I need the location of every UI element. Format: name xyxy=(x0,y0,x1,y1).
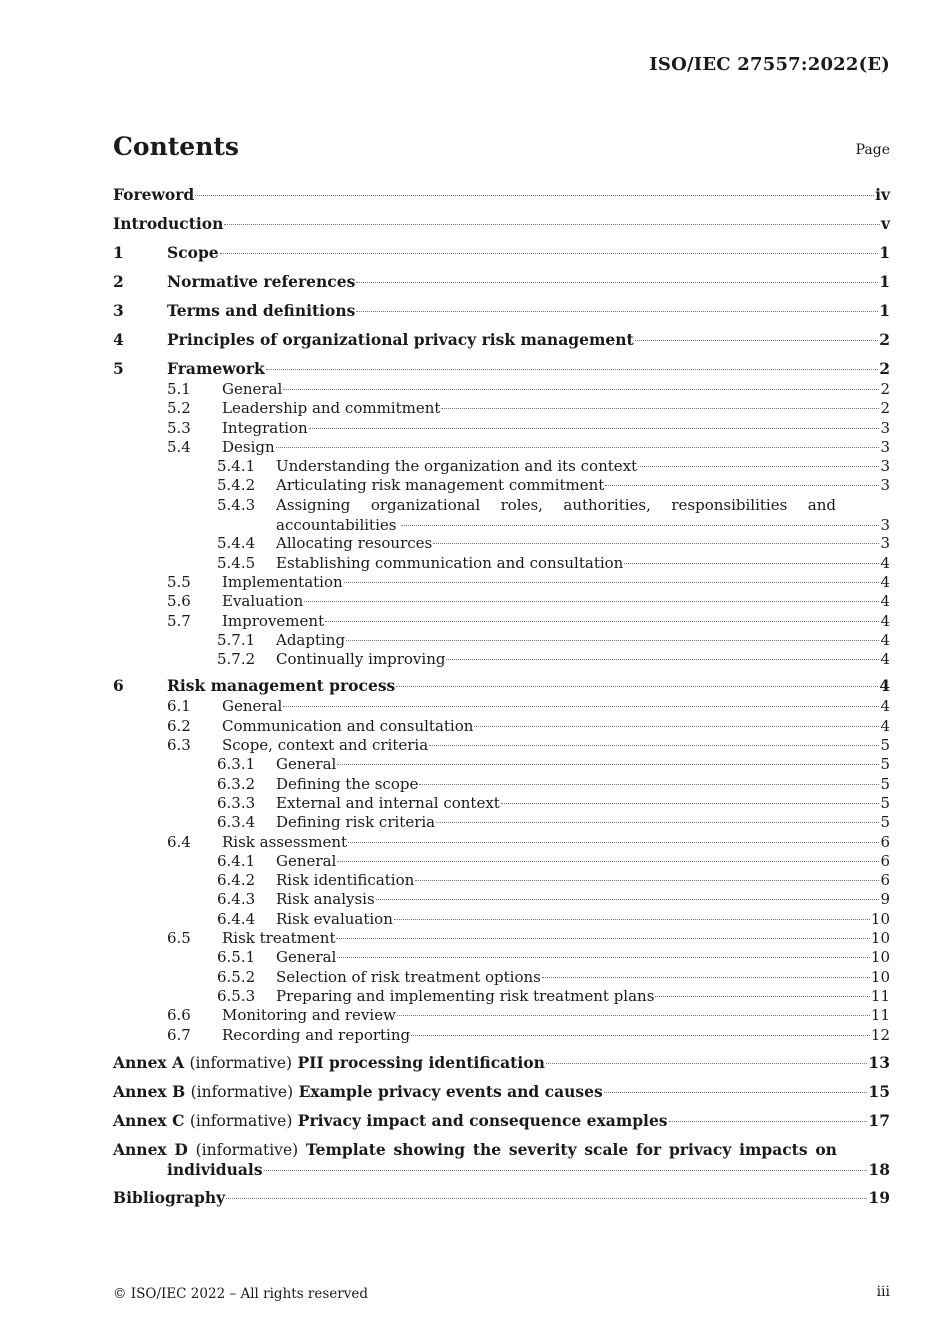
toc-entry-5-4[interactable] xyxy=(113,437,890,456)
toc-page: 2 xyxy=(880,380,890,398)
toc-page: 5 xyxy=(880,736,890,755)
word: roles, xyxy=(500,495,543,514)
leader-dots xyxy=(226,1198,867,1199)
leader-dots xyxy=(546,1063,868,1064)
toc-entry-annex-d[interactable] xyxy=(113,1140,890,1188)
toc-page: 6 xyxy=(880,851,890,870)
toc-page: 17 xyxy=(868,1110,890,1130)
toc-label: General xyxy=(276,948,337,967)
toc-label xyxy=(113,1053,545,1073)
toc-entry-6-4-4[interactable] xyxy=(113,909,890,928)
leader-dots xyxy=(376,899,880,900)
toc-label: Scope xyxy=(167,243,219,262)
toc-page: 5 xyxy=(880,774,890,793)
toc-page: 13 xyxy=(868,1052,890,1072)
toc-label: Bibliography xyxy=(113,1187,226,1207)
leader-dots xyxy=(309,428,880,429)
word: impacts xyxy=(739,1139,808,1159)
toc-entry-6[interactable] xyxy=(113,676,890,696)
footer-copyright: © ISO/IEC 2022 – All rights reserved xyxy=(113,1286,368,1302)
toc-label: General xyxy=(222,697,283,716)
toc-entry-6-3-4[interactable] xyxy=(113,812,890,831)
word: responsibilities xyxy=(671,495,788,514)
toc-number: 5.4.2 xyxy=(217,476,256,495)
annex-kind: (informative) xyxy=(189,1111,293,1130)
toc-label: Leadership and commitment xyxy=(222,399,441,418)
word: scale xyxy=(584,1139,629,1159)
leader-dots xyxy=(348,842,879,843)
toc-label: Risk evaluation xyxy=(276,909,393,928)
toc-label: Adapting xyxy=(276,630,346,649)
leader-dots xyxy=(264,1170,868,1171)
toc-page: 3 xyxy=(880,534,890,553)
annex-id: Annex C xyxy=(113,1110,185,1130)
annex-kind: (informative) xyxy=(190,1082,294,1101)
toc-number: 5.6 xyxy=(167,592,191,611)
toc-page: 1 xyxy=(879,301,890,320)
toc-page: 4 xyxy=(880,572,890,591)
toc-number: 3 xyxy=(113,301,124,320)
toc-number: 6.1 xyxy=(167,697,191,716)
toc-label: Understanding the organization and its context xyxy=(276,457,638,476)
leader-dots xyxy=(396,686,878,687)
toc-page: 3 xyxy=(880,476,890,495)
toc-page: 3 xyxy=(880,515,890,534)
toc-label: Foreword xyxy=(113,185,195,204)
toc-label: Risk assessment xyxy=(222,832,348,851)
toc-number: 5.7.2 xyxy=(217,650,256,669)
toc-entry-introduction[interactable] xyxy=(113,214,890,243)
toc-label: Risk management process xyxy=(167,676,396,696)
page-title: Contents xyxy=(113,132,240,161)
toc-label: Framework xyxy=(167,359,265,378)
toc-entry-bibliography[interactable] xyxy=(113,1188,890,1217)
toc-page: 12 xyxy=(870,1025,890,1044)
toc-label-line1 xyxy=(276,495,836,515)
leader-dots xyxy=(415,880,879,881)
toc-page: 15 xyxy=(868,1081,890,1101)
leader-dots xyxy=(624,563,879,564)
word: Template xyxy=(305,1139,386,1159)
leader-dots xyxy=(266,369,878,370)
document-id: ISO/IEC 27557:2022(E) xyxy=(649,54,890,75)
toc-number: 6.3.3 xyxy=(217,793,256,812)
toc-page: 1 xyxy=(879,243,890,262)
toc-number: 5.4.4 xyxy=(217,534,256,553)
toc-number: 6.5.1 xyxy=(217,948,256,967)
toc-label: Continually improving xyxy=(276,650,446,669)
toc-label: General xyxy=(222,380,283,398)
toc-label: Introduction xyxy=(113,214,224,233)
toc-number: 5.4 xyxy=(167,437,191,456)
leader-dots xyxy=(411,1035,870,1036)
toc-page: 10 xyxy=(870,909,890,928)
toc-page: 2 xyxy=(880,399,890,418)
leader-dots xyxy=(401,525,879,526)
leader-dots xyxy=(419,784,879,785)
toc-label: General xyxy=(276,851,337,870)
leader-dots xyxy=(220,253,879,254)
toc-label xyxy=(113,1111,668,1131)
toc-label: External and internal context xyxy=(276,793,500,812)
toc-page: 3 xyxy=(880,418,890,437)
toc-entry-6-5[interactable] xyxy=(113,928,890,947)
toc-entry-6-1[interactable] xyxy=(113,696,890,715)
toc-page: 4 xyxy=(880,697,890,716)
toc-entry-5-4-3[interactable] xyxy=(113,495,890,534)
toc-entry-5-4-5[interactable] xyxy=(113,553,890,572)
toc-entry-5-4-2[interactable] xyxy=(113,475,890,494)
leader-dots xyxy=(635,340,879,341)
leader-dots xyxy=(337,957,870,958)
toc-number: 6.2 xyxy=(167,716,191,735)
toc-number: 6 xyxy=(113,676,124,696)
toc-label: Implementation xyxy=(222,572,343,591)
word: showing xyxy=(393,1139,466,1159)
leader-dots xyxy=(433,543,879,544)
toc-label: Normative references xyxy=(167,272,356,291)
toc-entry-6-7[interactable] xyxy=(113,1025,890,1044)
toc-number: 6.3.4 xyxy=(217,813,256,832)
toc-entry-5-4-4[interactable] xyxy=(113,533,890,552)
toc-page: 4 xyxy=(880,553,890,572)
leader-dots xyxy=(669,1121,868,1122)
toc-page: 11 xyxy=(870,986,890,1005)
toc-entry-6-3-1[interactable] xyxy=(113,754,890,773)
toc-page: 19 xyxy=(868,1187,890,1207)
word: authorities, xyxy=(563,495,651,514)
toc-entry-5-7[interactable] xyxy=(113,611,890,630)
toc-page: 6 xyxy=(880,832,890,851)
toc-entry-4[interactable] xyxy=(113,330,890,359)
leader-dots xyxy=(436,822,879,823)
word: privacy xyxy=(668,1139,732,1159)
toc-number: 6.4.4 xyxy=(217,909,256,928)
toc-page: iv xyxy=(875,185,890,204)
toc-number: 6.7 xyxy=(167,1025,191,1044)
toc-number: 5.3 xyxy=(167,418,191,437)
toc-number: 6.3.1 xyxy=(217,755,256,774)
leader-dots xyxy=(441,408,879,409)
annex-id: Annex A xyxy=(113,1052,185,1072)
leader-dots xyxy=(604,1092,868,1093)
toc-entry-6-6[interactable] xyxy=(113,1005,890,1024)
toc-number: 5.7 xyxy=(167,611,191,630)
leader-dots xyxy=(394,919,870,920)
toc-label xyxy=(113,1082,603,1102)
toc-label: Improvement xyxy=(222,611,325,630)
toc-entry-6-4-2[interactable] xyxy=(113,870,890,889)
leader-dots xyxy=(283,389,879,390)
leader-dots xyxy=(346,640,879,641)
toc-page: 4 xyxy=(879,676,890,696)
annex-id-word: Annex xyxy=(113,1139,167,1159)
toc-page: 3 xyxy=(880,457,890,476)
toc-page: 1 xyxy=(879,272,890,291)
leader-dots xyxy=(344,582,880,583)
toc-entry-5-7-1[interactable] xyxy=(113,630,890,649)
toc-label-line2: accountabilities xyxy=(276,515,397,534)
toc-label: Selection of risk treatment options xyxy=(276,967,541,986)
leader-dots xyxy=(356,282,878,283)
toc-entry-6-5-2[interactable] xyxy=(113,967,890,986)
toc-number: 6.4.3 xyxy=(217,890,256,909)
word: organizational xyxy=(370,495,481,514)
annex-kind: (informative) xyxy=(195,1140,299,1159)
toc-number: 6.6 xyxy=(167,1006,191,1025)
word: and xyxy=(807,495,836,514)
toc-page: 2 xyxy=(879,359,890,378)
toc-label: Recording and reporting xyxy=(222,1025,411,1044)
toc-label: Preparing and implementing risk treatment plans xyxy=(276,986,655,1005)
toc-entry-5[interactable] xyxy=(113,359,890,379)
toc-number: 6.5.3 xyxy=(217,986,256,1005)
toc-entry-6-5-3[interactable] xyxy=(113,986,890,1005)
toc-number: 2 xyxy=(113,272,124,291)
toc-page: 3 xyxy=(880,437,890,456)
toc-page: 11 xyxy=(870,1006,890,1025)
toc-entry-5-1[interactable] xyxy=(113,379,890,398)
toc-label: Design xyxy=(222,437,275,456)
annex-kind: (informative) xyxy=(189,1053,293,1072)
leader-dots xyxy=(283,706,879,707)
toc-entry-6-3-3[interactable] xyxy=(113,793,890,812)
toc-entry-6-3[interactable] xyxy=(113,735,890,754)
leader-dots xyxy=(542,977,870,978)
toc-label: Risk identification xyxy=(276,871,415,890)
leader-dots xyxy=(397,1015,870,1016)
toc-number: 4 xyxy=(113,330,124,349)
toc-label: Monitoring and review xyxy=(222,1006,396,1025)
toc-entry-5-4-1[interactable] xyxy=(113,456,890,475)
word: on xyxy=(815,1139,837,1159)
leader-dots xyxy=(304,601,879,602)
leader-dots xyxy=(336,938,869,939)
toc-page: 5 xyxy=(880,813,890,832)
annex-title: PII processing identification xyxy=(297,1052,545,1072)
annex-title: Example privacy events and causes xyxy=(298,1081,603,1101)
toc-entry-1[interactable] xyxy=(113,243,890,272)
toc-number: 5.4.3 xyxy=(217,495,256,514)
toc-number: 6.4 xyxy=(167,832,191,851)
toc-entry-5-7-2[interactable] xyxy=(113,649,890,668)
toc-number: 5.5 xyxy=(167,572,191,591)
toc-entry-3[interactable] xyxy=(113,301,890,330)
toc-label: Establishing communication and consultation xyxy=(276,553,624,572)
toc-number: 6.3 xyxy=(167,736,191,755)
page-column-label: Page xyxy=(855,142,890,158)
toc-label: Defining the scope xyxy=(276,774,419,793)
toc-entry-5-3[interactable] xyxy=(113,418,890,437)
toc-number: 6.3.2 xyxy=(217,774,256,793)
word: severity xyxy=(508,1139,577,1159)
toc-page: 5 xyxy=(880,793,890,812)
toc-entry-5-6[interactable] xyxy=(113,591,890,610)
leader-dots xyxy=(429,745,879,746)
word: the xyxy=(472,1139,502,1159)
leader-dots xyxy=(446,659,879,660)
toc-entry-annex-a[interactable] xyxy=(113,1053,890,1082)
annex-title: Privacy impact and consequence examples xyxy=(297,1110,668,1130)
toc-page: 4 xyxy=(880,592,890,611)
toc-label: Principles of organizational privacy risk management xyxy=(167,330,634,349)
leader-dots xyxy=(501,803,880,804)
toc-entry-annex-c[interactable] xyxy=(113,1111,890,1140)
toc-number: 5.2 xyxy=(167,399,191,418)
toc-label: Terms and definitions xyxy=(167,301,356,320)
toc-label: Integration xyxy=(222,418,308,437)
toc-label: Articulating risk management commitment xyxy=(276,476,605,495)
leader-dots xyxy=(337,764,879,765)
toc-page: 18 xyxy=(868,1159,890,1179)
toc-number: 5.4.1 xyxy=(217,457,256,476)
toc-label: Risk treatment xyxy=(222,929,336,948)
annex-id: Annex B xyxy=(113,1081,186,1101)
toc-entry-6-4[interactable] xyxy=(113,832,890,851)
word: Assigning xyxy=(276,495,351,514)
toc-page: v xyxy=(880,214,890,233)
toc-label-line1 xyxy=(113,1140,837,1160)
toc-entry-2[interactable] xyxy=(113,272,890,301)
toc-page: 4 xyxy=(880,630,890,649)
leader-dots xyxy=(325,621,879,622)
leader-dots xyxy=(356,311,878,312)
leader-dots xyxy=(474,726,879,727)
toc-number: 5.7.1 xyxy=(217,630,256,649)
toc-entry-5-5[interactable] xyxy=(113,572,890,591)
toc-page: 6 xyxy=(880,871,890,890)
toc-number: 5.4.5 xyxy=(217,553,256,572)
toc-label: Scope, context and criteria xyxy=(222,736,429,755)
toc-entry-foreword[interactable] xyxy=(113,185,890,214)
toc-label: General xyxy=(276,755,337,774)
toc-label: Defining risk criteria xyxy=(276,813,436,832)
toc-entry-annex-b[interactable] xyxy=(113,1082,890,1111)
toc-label: Communication and consultation xyxy=(222,716,474,735)
toc-entry-5-2[interactable] xyxy=(113,398,890,417)
toc-entry-6-5-1[interactable] xyxy=(113,947,890,966)
toc-entry-6-3-2[interactable] xyxy=(113,774,890,793)
word: for xyxy=(636,1139,662,1159)
toc-number: 5.1 xyxy=(167,380,191,398)
toc-page: 4 xyxy=(880,611,890,630)
toc-label: Risk analysis xyxy=(276,890,375,909)
leader-dots xyxy=(224,224,880,225)
toc-entry-6-2[interactable] xyxy=(113,716,890,735)
toc-page: 9 xyxy=(880,890,890,909)
toc-number: 5 xyxy=(113,359,124,378)
table-of-contents xyxy=(113,185,890,1217)
annex-id-letter: D xyxy=(174,1139,188,1159)
toc-number: 6.5 xyxy=(167,929,191,948)
leader-dots xyxy=(195,195,874,196)
leader-dots xyxy=(638,466,879,467)
toc-number: 6.4.1 xyxy=(217,851,256,870)
toc-number: 1 xyxy=(113,243,124,262)
toc-entry-6-4-3[interactable] xyxy=(113,889,890,908)
toc-page: 10 xyxy=(870,967,890,986)
leader-dots xyxy=(605,485,879,486)
toc-page: 4 xyxy=(880,716,890,735)
toc-entry-6-4-1[interactable] xyxy=(113,851,890,870)
toc-label-line2: individuals xyxy=(167,1159,263,1179)
toc-label: Allocating resources xyxy=(276,534,433,553)
toc-number: 6.4.2 xyxy=(217,871,256,890)
toc-page: 5 xyxy=(880,755,890,774)
leader-dots xyxy=(337,861,879,862)
toc-page: 2 xyxy=(879,330,890,349)
toc-number: 6.5.2 xyxy=(217,967,256,986)
leader-dots xyxy=(655,996,870,997)
toc-page: 10 xyxy=(870,929,890,948)
toc-page: 10 xyxy=(870,948,890,967)
footer-page-number: iii xyxy=(876,1284,890,1300)
toc-page: 4 xyxy=(880,650,890,669)
leader-dots xyxy=(276,447,880,448)
toc-label: Evaluation xyxy=(222,592,304,611)
